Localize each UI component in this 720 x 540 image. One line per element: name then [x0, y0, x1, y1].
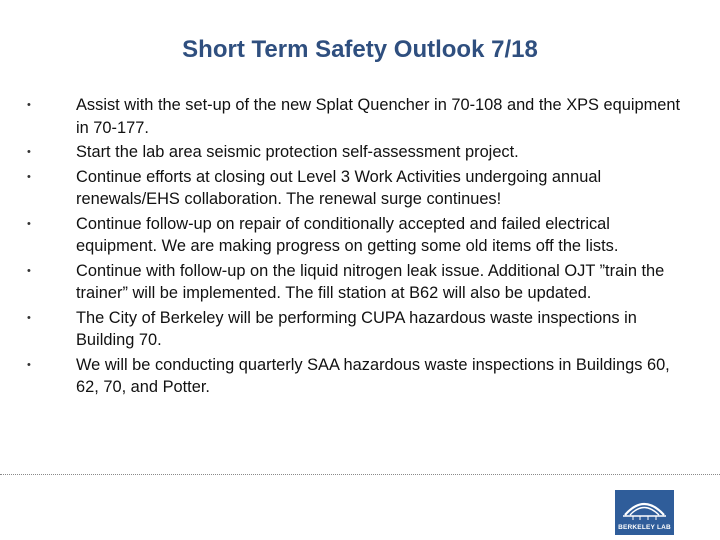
bullet-text: Continue with follow-up on the liquid nitrogen leak issue. Additional OJT ”train the trainer” will be implemented. The fill station at B62 will also be updated.: [76, 261, 665, 302]
bullet-text: Continue efforts at closing out Level 3 Work Activities undergoing annual renewals/EHS collaboration. The renewal surge continues!: [76, 167, 602, 208]
list-item: [24, 166, 684, 211]
list-item: [24, 354, 684, 399]
bullet-icon: •: [27, 311, 31, 324]
logo-text: BERKELEY LAB: [618, 524, 671, 531]
list-item: [24, 94, 684, 139]
berkeley-lab-logo: [615, 490, 674, 535]
bullet-text: Assist with the set-up of the new Splat Quencher in 70-108 and the XPS equipment in 70-177.: [76, 96, 681, 137]
bullet-list: [24, 94, 684, 401]
list-item: [24, 307, 684, 352]
bullet-icon: •: [27, 217, 31, 230]
bullet-text: Continue follow-up on repair of conditionally accepted and failed electrical equipment. We are making progress on getting some old items off the lists.: [76, 214, 619, 255]
list-item: [24, 213, 684, 258]
bullet-text: The City of Berkeley will be performing CUPA hazardous waste inspections in Building 70.: [76, 308, 637, 349]
bullet-text: We will be conducting quarterly SAA hazardous waste inspections in Buildings 60, 62, 70, and Potter.: [76, 355, 670, 396]
bullet-icon: •: [27, 99, 31, 111]
list-item: [24, 260, 684, 305]
bullet-icon: •: [27, 170, 31, 183]
slide-title: Short Term Safety Outlook 7/18: [182, 36, 538, 63]
bullet-icon: •: [27, 264, 31, 277]
list-item: [24, 141, 684, 164]
bullet-icon: •: [27, 146, 31, 158]
berkeley-lab-dome-icon: [621, 495, 668, 521]
bullet-icon: •: [27, 358, 31, 371]
bullet-text: Start the lab area seismic protection self-assessment project.: [76, 143, 519, 161]
footer-divider: [0, 474, 720, 475]
